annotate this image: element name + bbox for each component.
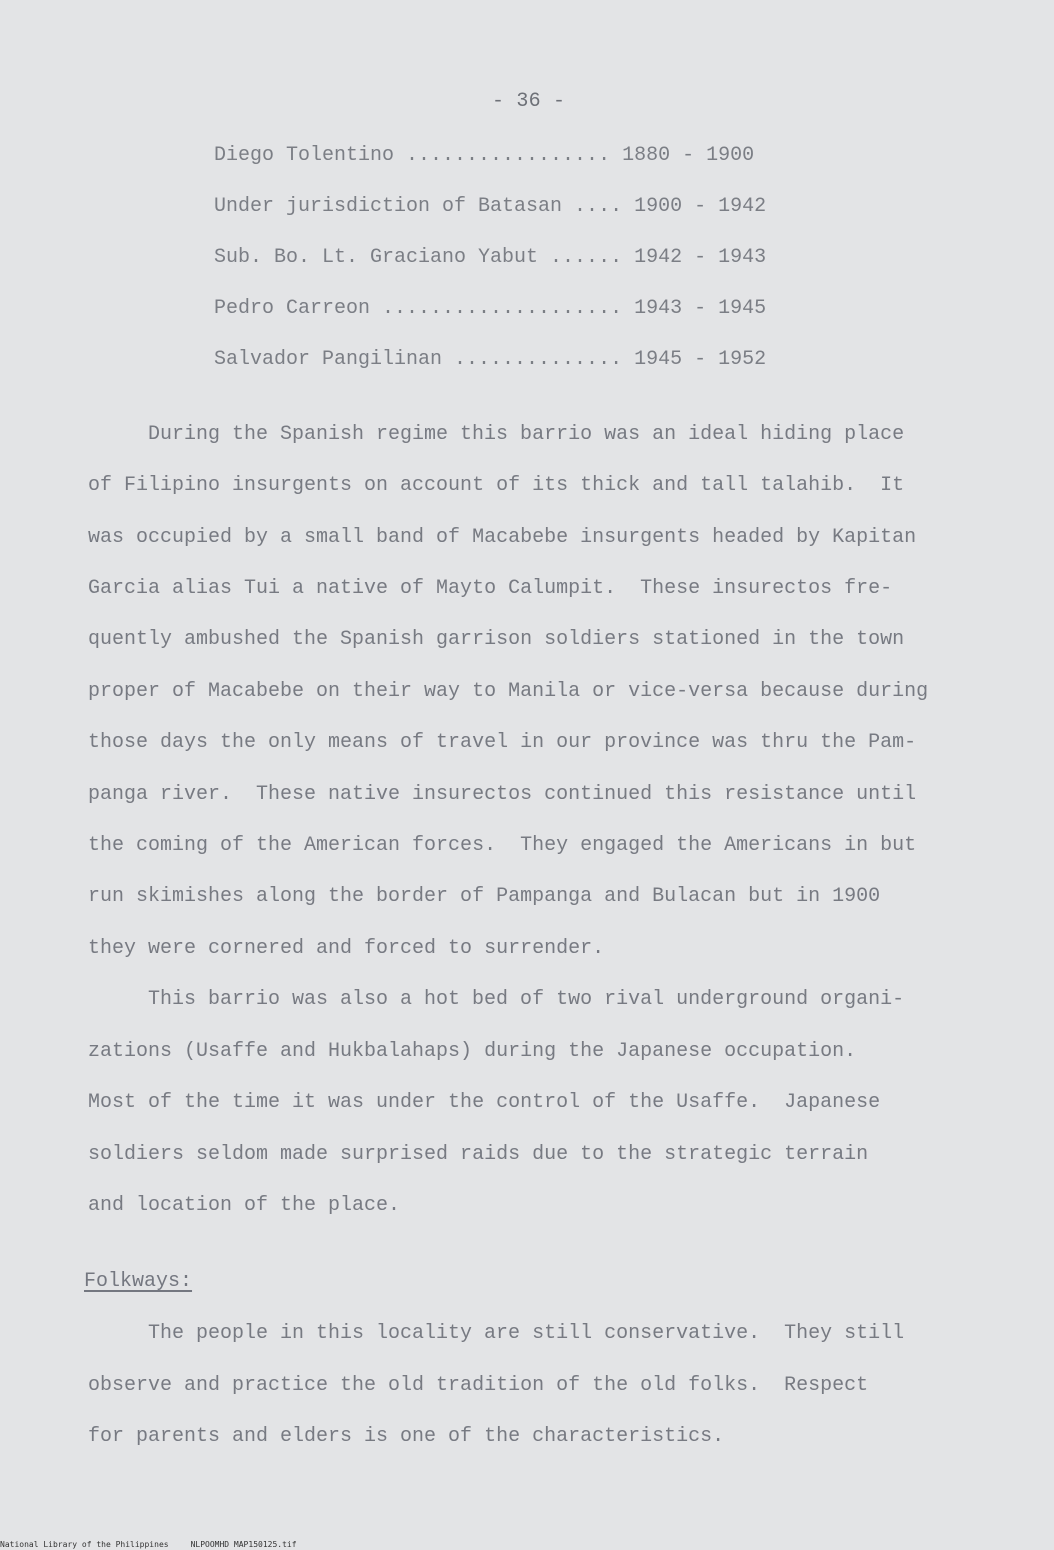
- paragraph-line: those days the only means of travel in our province was thru the Pam-: [88, 731, 917, 754]
- footer-file-id: NLPOOMHD MAP150125.tif: [190, 1540, 297, 1549]
- paragraph-line: run skimishes along the border of Pampanga and Bulacan but in 1900: [88, 885, 881, 908]
- officer-entry: Salvador Pangilinan .............. 1945 - 1952: [214, 348, 767, 371]
- paragraph-line: zations (Usaffe and Hukbalahaps) during the Japanese occupation.: [88, 1040, 857, 1063]
- paragraph-line: During the Spanish regime this barrio was an ideal hiding place: [148, 423, 905, 446]
- paragraph-line: Garcia alias Tui a native of Mayto Calumpit. These insurectos fre-: [88, 577, 893, 600]
- paragraph-line: This barrio was also a hot bed of two rival underground organi-: [148, 988, 905, 1011]
- paragraph-line: The people in this locality are still conservative. They still: [148, 1322, 905, 1345]
- officer-entry: Pedro Carreon .................... 1943 - 1945: [214, 297, 767, 320]
- paragraph-line: proper of Macabebe on their way to Manila or vice-versa because during: [88, 680, 929, 703]
- scan-footer: [0, 1540, 297, 1550]
- paragraph-line: was occupied by a small band of Macabebe insurgents headed by Kapitan: [88, 526, 917, 549]
- section-heading-folkways: Folkways:: [84, 1270, 193, 1293]
- paragraph-line: of Filipino insurgents on account of its thick and tall talahib. It: [88, 474, 905, 497]
- officer-row: [214, 348, 794, 374]
- paragraph-line: soldiers seldom made surprised raids due to the strategic terrain: [88, 1143, 869, 1166]
- paragraph-line: and location of the place.: [88, 1194, 401, 1217]
- officer-entry: Sub. Bo. Lt. Graciano Yabut ...... 1942 - 1943: [214, 246, 767, 269]
- paragraph-line: for parents and elders is one of the characteristics.: [88, 1425, 725, 1448]
- paragraph-line: the coming of the American forces. They engaged the Americans in but: [88, 834, 917, 857]
- officer-entry: Diego Tolentino ................. 1880 - 1900: [214, 144, 755, 167]
- officer-entry: Under jurisdiction of Batasan .... 1900 - 1942: [214, 195, 767, 218]
- paragraph-line: Most of the time it was under the control of the Usaffe. Japanese: [88, 1091, 881, 1114]
- paragraph-line: quently ambushed the Spanish garrison soldiers stationed in the town: [88, 628, 905, 651]
- officer-row: [214, 144, 794, 170]
- page-number: - 36 -: [492, 90, 566, 113]
- officer-row: [214, 195, 794, 221]
- officer-row: [214, 297, 794, 323]
- officer-row: [214, 246, 794, 272]
- paragraph-line: panga river. These native insurectos continued this resistance until: [88, 783, 917, 806]
- paragraph-line: observe and practice the old tradition of the old folks. Respect: [88, 1374, 869, 1397]
- paragraph-line: they were cornered and forced to surrender.: [88, 937, 605, 960]
- footer-library: National Library of the Philippines: [0, 1540, 169, 1549]
